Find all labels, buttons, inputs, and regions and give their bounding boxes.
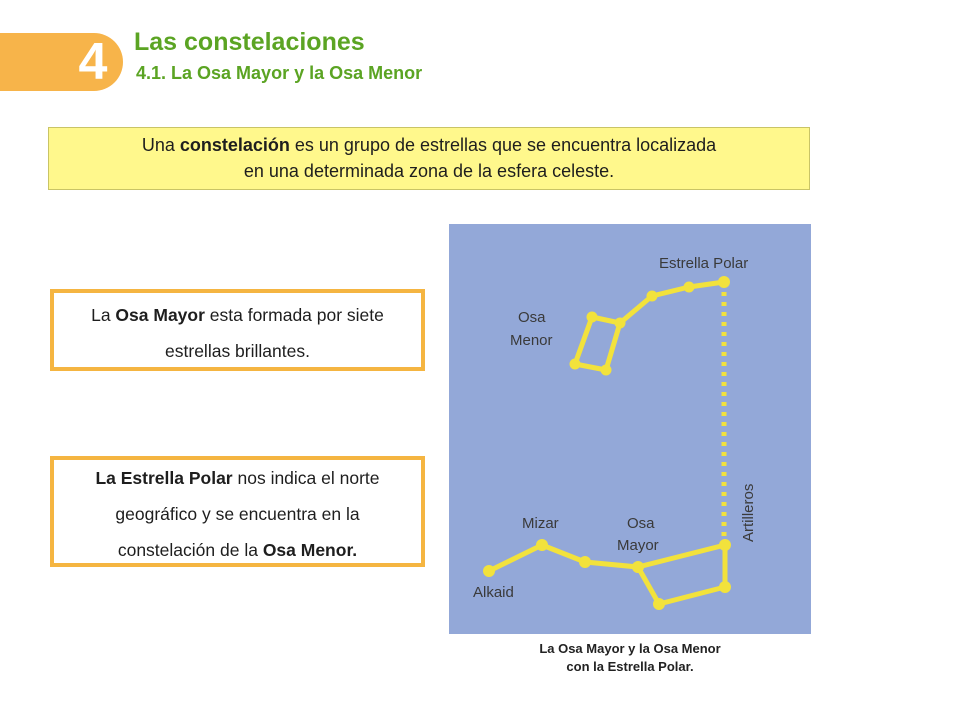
label-osa-menor-2: Menor bbox=[510, 332, 553, 349]
page-title: Las constelaciones bbox=[134, 28, 365, 56]
star-mizar bbox=[536, 539, 548, 551]
star bbox=[647, 291, 658, 302]
star bbox=[615, 318, 626, 329]
estrella-polar-info-box bbox=[50, 456, 425, 567]
star bbox=[684, 282, 695, 293]
star bbox=[587, 312, 598, 323]
star-alkaid bbox=[483, 565, 495, 577]
caption-line-1: La Osa Mayor y la Osa Menor bbox=[539, 641, 721, 656]
label-osa-mayor-1: Osa bbox=[627, 515, 655, 532]
sky-background bbox=[449, 224, 811, 634]
label-artilleros: Artilleros bbox=[740, 483, 757, 542]
osa-mayor-info-box bbox=[50, 289, 425, 371]
label-osa-mayor-2: Mayor bbox=[617, 537, 659, 554]
label-mizar: Mizar bbox=[522, 515, 559, 532]
definition-line-1: Una constelación es un grupo de estrellas que se encuentra localizada bbox=[141, 135, 717, 155]
page-subtitle: 4.1. La Osa Mayor y la Osa Menor bbox=[136, 63, 423, 83]
star bbox=[632, 561, 644, 573]
star bbox=[653, 598, 665, 610]
definition-box bbox=[48, 127, 810, 190]
osa-mayor-line-1: La Osa Mayor esta formada por siete bbox=[91, 305, 384, 325]
star bbox=[579, 556, 591, 568]
polar-line-2: geográfico y se encuentra en la bbox=[115, 504, 360, 524]
label-estrella-polar: Estrella Polar bbox=[659, 255, 749, 272]
star bbox=[719, 581, 731, 593]
polar-line-3: constelación de la Osa Menor. bbox=[117, 540, 358, 560]
label-osa-menor-1: Osa bbox=[518, 309, 546, 326]
figure-caption bbox=[449, 640, 811, 676]
definition-term: constelación bbox=[179, 135, 290, 155]
caption-line-2: con la Estrella Polar. bbox=[566, 659, 694, 674]
label-alkaid: Alkaid bbox=[473, 584, 514, 601]
star-polar bbox=[718, 276, 730, 288]
star bbox=[601, 365, 612, 376]
star bbox=[570, 359, 581, 370]
definition-line-2: en una determinada zona de la esfera celeste. bbox=[243, 161, 615, 181]
star bbox=[719, 539, 731, 551]
chapter-number: 4 bbox=[78, 33, 108, 91]
osa-mayor-line-2: estrellas brillantes. bbox=[165, 341, 310, 361]
polar-line-1: La Estrella Polar nos indica el norte bbox=[95, 468, 380, 488]
chapter-badge bbox=[0, 33, 123, 91]
constellation-diagram bbox=[449, 224, 811, 634]
